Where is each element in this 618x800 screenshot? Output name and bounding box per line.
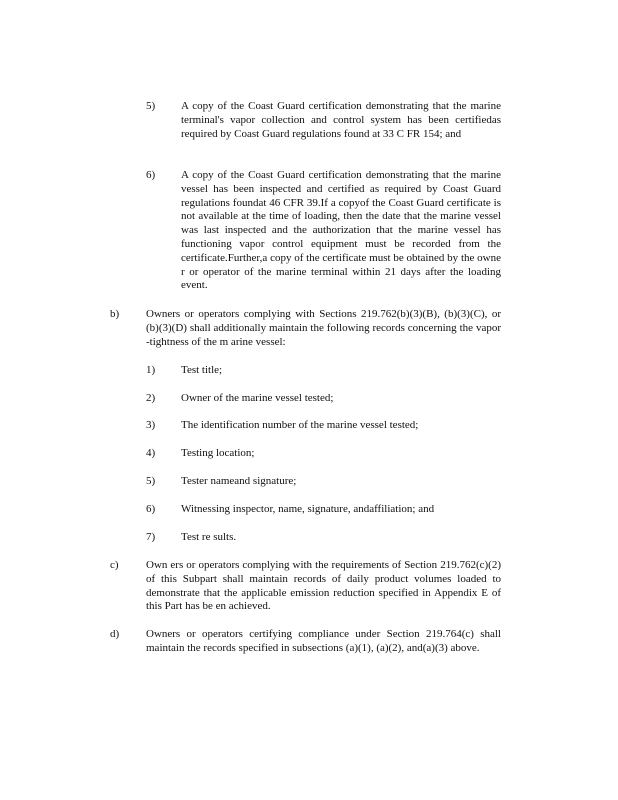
item-text: Owners or operators complying with Sections 219.762(b)(3)(B), (b)(3)(C), or (b)(3)(D) shall additionally maintain the following records concerning the vapor -tightness of the m arine vessel: — [146, 308, 501, 348]
item-number: 3) — [146, 419, 156, 431]
item-number: 4) — [146, 447, 156, 459]
item-text: Own ers or operators complying with the requirements of Section 219.762(c)(2) of this Subpart shall maintain records of daily product volumes loaded to demonstrate that the applicable emission reduction specified in Appendix E of this Part has be en achieved. — [146, 559, 501, 613]
item-number: 6) — [146, 503, 156, 515]
item-text: Owners or operators certifying compliance under Section 219.764(c) shall maintain the records specified in subsections (a)(1), (a)(2), and(a)(3) above. — [146, 628, 501, 654]
item-number: 5) — [146, 100, 156, 112]
item-text: Witnessing inspector, name, signature, andaffiliation; and — [181, 503, 435, 515]
item-text: Tester nameand signature; — [181, 475, 297, 487]
item-number: b) — [110, 308, 120, 320]
item-text: A copy of the Coast Guard certification demonstrating that the marine terminal's vapor collection and control system has been certifiedas required by Coast Guard regulations found at 33 C FR 154; and — [181, 100, 501, 140]
item-number: 2) — [146, 392, 156, 404]
item-number: d) — [110, 628, 120, 640]
item-number: c) — [110, 559, 119, 571]
item-number: 5) — [146, 475, 156, 487]
item-text: A copy of the Coast Guard certification demonstrating that the marine vessel has been inspected and certified as required by Coast Guard regulations foundat 46 CFR 39.If a copyof the Coast Guard certificate is not available at the time of loading, then the date that the marine vessel was last inspected and the authorization that the marine vessel has functioning vapor control equipment must be recorded from the certificate.Further,a copy of the certificate must be obtained by the owne r or operator of the marine terminal within 21 days after the loading event. — [181, 169, 501, 292]
item-text: Owner of the marine vessel tested; — [181, 392, 334, 404]
item-number: 6) — [146, 169, 156, 181]
item-number: 7) — [146, 531, 156, 543]
item-number: 1) — [146, 364, 156, 376]
item-text: Test re sults. — [181, 531, 237, 543]
item-text: The identification number of the marine vessel tested; — [181, 419, 419, 431]
item-text: Test title; — [181, 364, 223, 376]
item-text: Testing location; — [181, 447, 255, 459]
